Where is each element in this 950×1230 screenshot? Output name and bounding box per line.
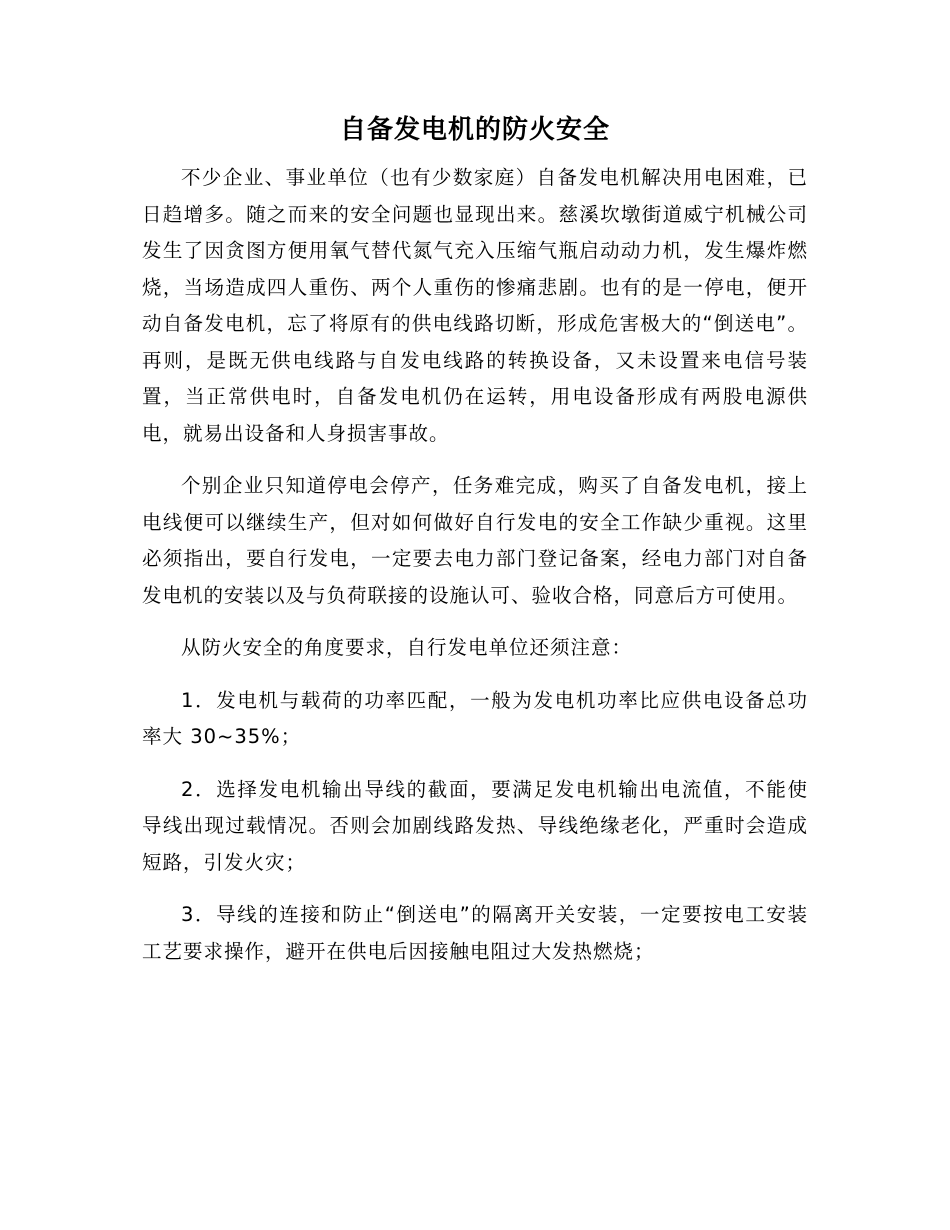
list-item-power-matching: 1．发电机与载荷的功率匹配，一般为发电机功率比应供电设备总功率大 30~35%； [142,688,808,748]
paragraph-intro: 不少企业、事业单位（也有少数家庭）自备发电机解决用电困难，已日趋增多。随之而来的安全问题也显现出来。慈溪坎墩街道威宁机械公司发生了因贪图方便用氧气替代氮气充入压缩气瓶启动动力机，发生爆炸燃烧，当场造成四人重伤、两个人重伤的惨痛悲剧。也有的是一停电，便开动自备发电机，忘了将原有的供电线路切断，形成危害极大的“倒送电”。再则，是既无供电线路与自发电线路的转换设备，又未设置来电信号装置，当正常供电时，自备发电机仍在运转，用电设备形成有两股电源供电，就易出设备和人身损害事故。 [142,166,808,445]
document-page [142,110,808,986]
list-item-wire-connection: 3．导线的连接和防止“倒送电”的隔离开关安装，一定要按电工安装工艺要求操作，避开在供电后因接触电阻过大发热燃烧； [142,903,808,963]
document-title: 自备发电机的防火安全 [339,115,610,145]
paragraph-registration: 个别企业只知道停电会停产，任务难完成，购买了自备发电机，接上电线便可以继续生产，但对如何做好自行发电的安全工作缺少重视。这里必须指出，要自行发电，一定要去电力部门登记备案，经电力部门对自备发电机的安装以及与负荷联接的设施认可、验收合格，同意后方可使用。 [142,474,808,607]
list-item-wire-section: 2．选择发电机输出导线的截面，要满足发电机输出电流值，不能使导线出现过载情况。否则会加剧线路发热、导线绝缘老化，严重时会造成短路，引发火灾； [142,777,808,874]
paragraph-requirements-lead: 从防火安全的角度要求，自行发电单位还须注意： [181,636,633,659]
